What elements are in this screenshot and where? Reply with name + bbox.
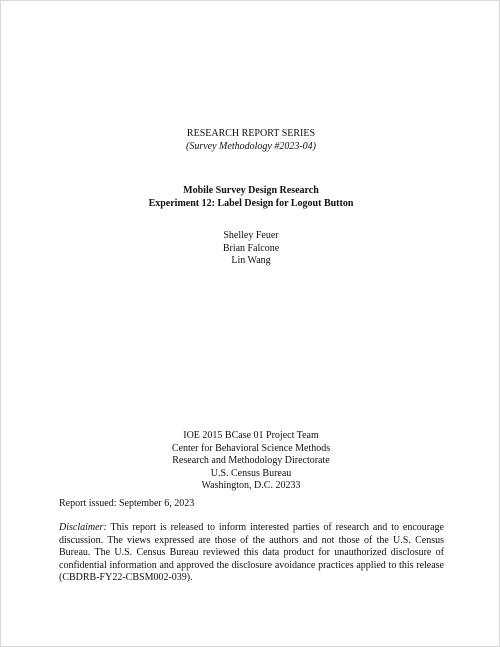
report-series-number: (Survey Methodology #2023-04) — [186, 140, 316, 152]
bureau-name: U.S. Census Bureau — [210, 467, 292, 479]
author-name: Brian Falcone — [222, 242, 280, 254]
bureau-address: Washington, D.C. 20233 — [201, 480, 301, 491]
report-series-title: RESEARCH REPORT SERIES — [186, 128, 316, 139]
project-team: IOE 2015 BCase 01 Project Team — [183, 430, 319, 441]
report-title-line-1: Mobile Survey Design Research — [183, 185, 319, 196]
center-name: Center for Behavioral Science Methods — [171, 442, 331, 454]
report-title-line-2: Experiment 12: Label Design for Logout Button — [148, 197, 354, 209]
report-title — [1, 185, 500, 210]
report-series-header — [1, 128, 500, 153]
disclaimer-label: Disclaimer: — [59, 522, 107, 533]
disclaimer-paragraph — [59, 522, 444, 585]
author-name: Shelley Feuer — [223, 230, 279, 241]
disclaimer-text: This report is released to inform interested parties of research and to encourage discussion. The views expressed are those of the authors and not those of the U.S. Census Bureau. The U.S. Census Bureau reviewed this data product for unauthorized disclosure of confidential information and approved the disclosure avoidance practices applied to this release (CBDRB-FY22-CBSM002-039). — [59, 522, 444, 583]
author-list — [1, 230, 500, 268]
author-name: Lin Wang — [231, 255, 271, 266]
directorate-name: Research and Methodology Directorate — [172, 455, 330, 466]
organization-block — [1, 430, 500, 493]
report-issued-date: Report issued: September 6, 2023 — [59, 498, 195, 509]
